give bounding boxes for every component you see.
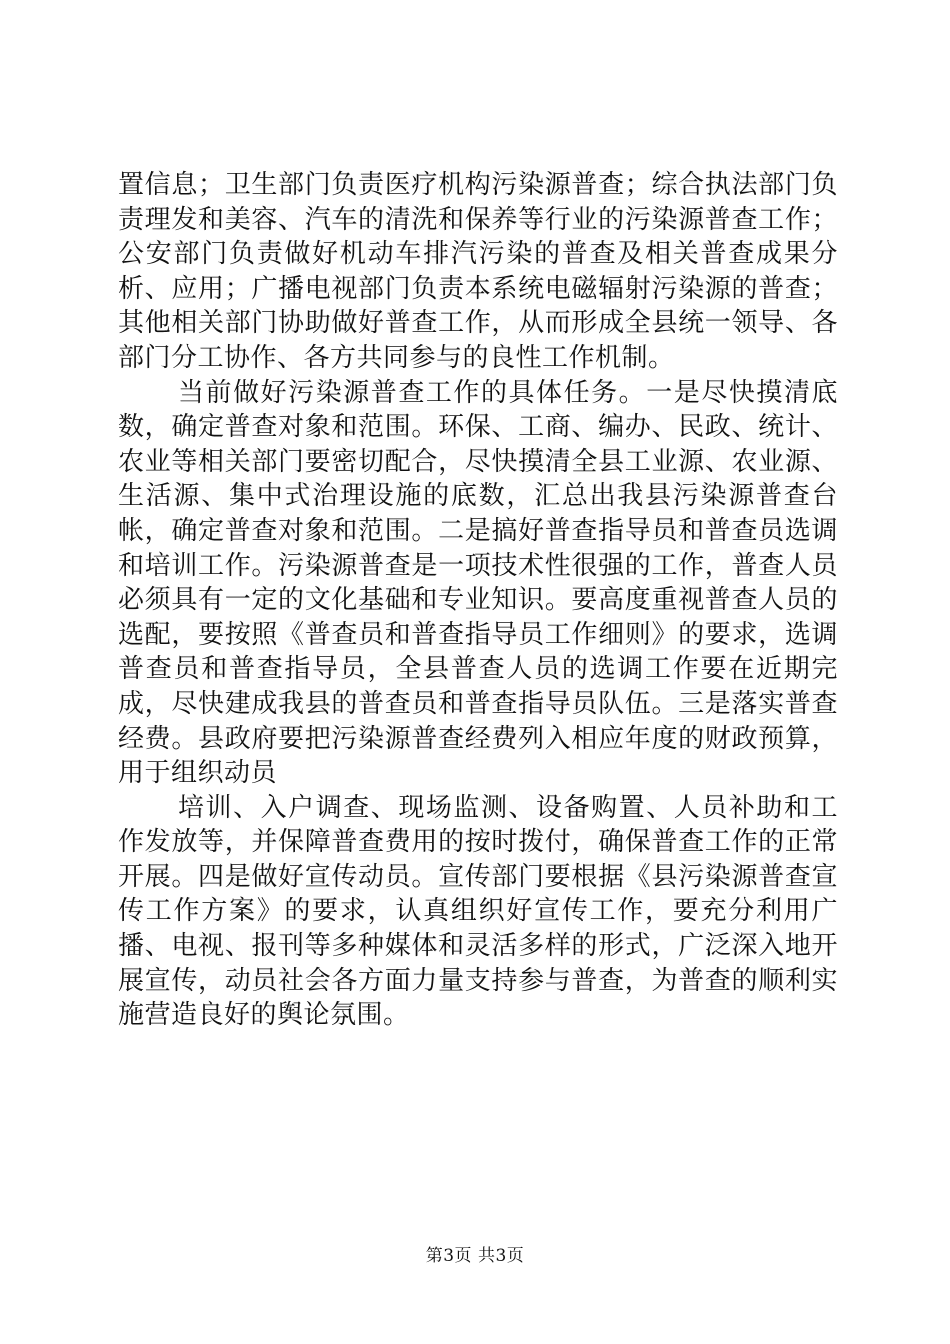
paragraph-3: 培训、入户调查、现场监测、设备购置、人员补助和工作发放等，并保障普查费用的按时拨付，确保普查工作的正常开展。四是做好宣传动员。宣传部门要根据《县污染源普查宣传工作方案》的要求，认真组织好宣传工作，要充分利用广播、电视、报刊等多种媒体和灵活多样的形式，广泛深入地开展宣传，动员社会各方面力量支持参与普查，为普查的顺利实施营造良好的舆论氛围。	[118, 792, 838, 1031]
paragraph-2: 当前做好污染源普查工作的具体任务。一是尽快摸清底数，确定普查对象和范围。环保、工商、编办、民政、统计、农业等相关部门要密切配合，尽快摸清全县工业源、农业源、生活源、集中式治理设施的底数，汇总出我县污染源普查台帐，确定普查对象和范围。二是搞好普查指导员和普查员选调和培训工作。污染源普查是一项技术性很强的工作，普查人员必须具有一定的文化基础和专业知识。要高度重视普查人员的选配，要按照《普查员和普查指导员工作细则》的要求，选调普查员和普查指导员，全县普查人员的选调工作要在近期完成，尽快建成我县的普查员和普查指导员队伍。三是落实普查经费。县政府要把污染源普查经费列入相应年度的财政预算，用于组织动员	[118, 377, 838, 789]
paragraph-1: 置信息；卫生部门负责医疗机构污染源普查；综合执法部门负责理发和美容、汽车的清洗和保养等行业的污染源普查工作；公安部门负责做好机动车排汽污染的普查及相关普查成果分析、应用；广播电视部门负责本系统电磁辐射污染源的普查；其他相关部门协助做好普查工作，从而形成全县统一领导、各部门分工协作、各方共同参与的良性工作机制。	[118, 170, 838, 373]
page-footer: 第3页 共3页	[425, 1246, 525, 1266]
document-body	[118, 168, 838, 1033]
